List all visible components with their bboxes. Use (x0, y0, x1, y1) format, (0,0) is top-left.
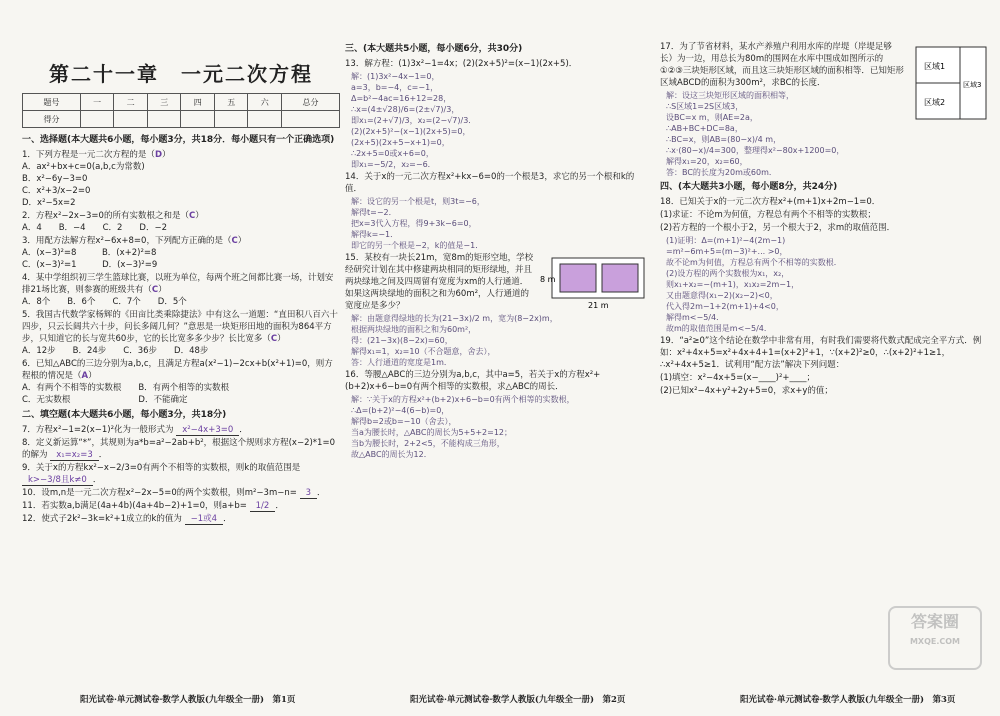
question-11: 11．若实数a,b满足(4a+4b)(4a+4b−2)+1=0，则a+b= 1/2 ． (22, 501, 284, 511)
option-line: C．(x−3)²=1 D．(x−3)²=9 (22, 260, 158, 270)
fill-answer[interactable]: 3 (300, 488, 317, 499)
fig-width-label: 21 m (588, 301, 609, 310)
solution-line: 则x₁+x₂=−(m+1)，x₁x₂=2m−1， (666, 280, 800, 289)
question-12: 12．使式子2k²−3k=k²+1成立的k的值为 −1或4 ． (22, 514, 232, 524)
section-2-heading: 二、填空题(本大题共6小题，每小题3分，共18分) (22, 410, 227, 420)
chapter-title: 第二十一章 一元二次方程 (49, 62, 313, 86)
question-stem: 2．方程x²−2x−3=0的所有实数根之和是 (22, 211, 181, 221)
watermark-logo (888, 606, 982, 670)
answer-choice: D (154, 150, 162, 160)
solution-line: 答：BC的长度为20m或60m． (666, 168, 777, 177)
solution-line: 解得x₁=20，x₂=60， (666, 157, 748, 166)
question-9: 9．关于x的方程kx²−x−2/3=0有两个不相等的实数根，则k的取值范围是 k>−3/8且k≠0 ． (22, 463, 301, 485)
score-cell[interactable] (147, 111, 181, 128)
fill-answer[interactable]: x²−4x+3=0 (176, 425, 239, 436)
solution-15 (351, 313, 650, 368)
question-stem: 9．关于x的方程kx²−x−2/3=0有两个不相等的实数根，则k的取值范围是 (22, 463, 301, 473)
score-row-label: 得分 (23, 111, 81, 128)
solution-line: (1)证明：Δ=(m+1)²−4(2m−1) (666, 236, 786, 245)
solution-line: ∴x·(80−x)/4=300，整理得x²−80x+1200=0， (666, 146, 845, 155)
solution-line: 即x₁=−5/2，x₂=−6． (351, 160, 436, 169)
option-line: B．x²−6y−3=0 (22, 174, 88, 184)
solution-line: 解得x₁=1，x₂=10（不合题意，舍去）， (351, 347, 496, 356)
option-line: A．(x−3)²=8 B．(x+2)²=8 (22, 248, 157, 258)
question-15-text: 15．某校有一块长21m，宽8m的矩形空地，学校经研究计划在其中修建两块相同的矩形绿地，并且两块绿地之间及四周留有宽度为xm的人行通道．如果这两块绿地的面积之和为60m²，人行通道的宽度应是多少？ (345, 253, 534, 311)
solution-line: 解：由题意得绿地的长为(21−3x)/2 m，宽为(8−2x)m， (351, 314, 558, 323)
question-19: 19．“a²≥0”这个结论在数学中非常有用，有时我们需要将代数式配成完全平方式．例如：x²+4x+5=x²+4x+4+1=(x+2)²+1，∵(x+2)²≥0，∴(x+2)²+1≥1，∴x²+4x+5≥1．试利用“配方法”解决下列问题： (660, 336, 982, 370)
page-2 (345, 40, 650, 690)
question-6: 6．已知△ABC的三边分别为a,b,c，且满足方程a(x²−1)−2cx+b(x²+1)=0，则方程根的情况是（A） A．有两个不相等的实数根 B．有两个相等的实数根 C．无实数根 D．不能确定 (22, 358, 340, 406)
score-header-cell: 二 (114, 94, 148, 111)
score-cell[interactable] (80, 111, 114, 128)
solution-line: 故△ABC的周长为12． (351, 450, 432, 459)
solution-line: 即它的另一个根是−2，k的值是−1． (351, 241, 484, 250)
question-stem: 11．若实数a,b满足(4a+4b)(4a+4b−2)+1=0，则a+b= (22, 501, 247, 511)
solution-line: 代入得2m−1+2(m+1)+4<0， (666, 302, 784, 311)
question-2: 2．方程x²−2x−3=0的所有实数根之和是（C） A．4 B．−4 C．2 D．−2 (22, 210, 340, 234)
answer-choice: A (81, 371, 89, 381)
solution-line: 故m的取值范围是m<−5/4． (666, 324, 772, 333)
fill-answer[interactable]: 1/2 (250, 501, 276, 512)
solution-line: 答：人行通道的宽度是1m． (351, 358, 452, 367)
question-15 (345, 252, 650, 312)
score-header-cell: 总分 (282, 94, 340, 111)
fill-answer[interactable]: k>−3/8且k≠0 (22, 475, 93, 486)
solution-16 (351, 394, 650, 460)
solution-line: (2x+5)(2x+5−x+1)=0， (351, 138, 450, 147)
solution-line: Δ=b²−4ac=16+12=28， (351, 94, 452, 103)
question-19-part-1: (1)填空：x²−4x+5=(x−____)²+____； (660, 373, 816, 383)
region-3-label: 区域3 (963, 81, 982, 89)
score-table (22, 93, 340, 128)
question-1: 1．下列方程是一元二次方程的是（D） A．ax²+bx+c=0(a,b,c为常数) B．x²−6y−3=0 C．x²+3/x−2=0 D．x²−5x=2 (22, 149, 340, 209)
solution-line: 把x=3代入方程，得9+3k−6=0， (351, 219, 477, 228)
solution-18 (666, 235, 990, 334)
section-3-heading: 三、(本大题共5小题，每小题6分，共30分) (345, 44, 523, 54)
solution-line: (2)设方程的两个实数根为x₁，x₂， (666, 269, 790, 278)
solution-line: ∴Δ=(b+2)²−4(6−b)=0， (351, 406, 450, 415)
question-8: 8．定义新运算“*”，其规则为a*b=a²−2ab+b²，根据这个规则求方程(x−2)*1=0的解为 x₁=x₂=3 ． (22, 438, 335, 460)
solution-line: 解得k=−1． (351, 230, 399, 239)
question-stem: 10．设m,n是一元二次方程x²−2x−5=0的两个实数根，则m²−3m−n= (22, 488, 297, 498)
solution-line: 又由题意得(x₁−2)(x₂−2)<0， (666, 291, 778, 300)
option-line: D．x²−5x=2 (22, 198, 76, 208)
question-18-part-2: (2)若方程的一个根小于2，另一个根大于2，求m的取值范围． (660, 223, 896, 233)
option-line: A．4 B．−4 C．2 D．−2 (22, 223, 168, 233)
answer-choice: C (151, 285, 159, 295)
solution-14 (351, 196, 650, 251)
watermark-text: 答案圈 (910, 612, 959, 631)
fill-answer[interactable]: −1或4 (185, 514, 223, 525)
question-13: 13．解方程：(1)3x²−1=4x；(2)(2x+5)²=(x−1)(2x+5)． (345, 59, 578, 69)
solution-line: 解：∵关于x的方程x²+(b+2)x+6−b=0有两个相等的实数根， (351, 395, 575, 404)
footer-page-2: 阳光试卷·单元测试卷·数学人教版(九年级全一册) 第2页 (410, 695, 626, 705)
solution-line: 解得t=−2． (351, 208, 397, 217)
score-header-cell: 六 (248, 94, 282, 111)
score-cell[interactable] (214, 111, 248, 128)
pond-figure (910, 43, 990, 123)
solution-line: 解：(1)3x²−4x−1=0， (351, 72, 440, 81)
solution-line: 得：(21−3x)(8−2x)=60， (351, 336, 453, 345)
region-2-label: 区域2 (924, 98, 946, 107)
score-cell[interactable] (282, 111, 340, 128)
region-1-label: 区域1 (924, 62, 946, 71)
score-cell[interactable] (181, 111, 215, 128)
question-stem: 7．方程x²−1=2(x−1)²化为一般形式为 (22, 425, 174, 435)
solution-line: ∴S区域1=2S区域3， (666, 102, 744, 111)
solution-line: =m²−6m+5=(m−3)²+... >0， (666, 247, 788, 256)
solution-line: ∴AB+BC+DC=8a， (666, 124, 743, 133)
page-3 (660, 40, 990, 690)
score-header-cell: 题号 (23, 94, 81, 111)
page-1 (22, 40, 340, 690)
solution-line: 即x₁=(2+√7)/3，x₂=(2−√7)/3． (351, 116, 477, 125)
solution-line: 解得m<−5/4． (666, 313, 725, 322)
score-header-cell: 一 (80, 94, 114, 111)
question-5: 5．我国古代数学家杨辉的《田亩比类乘除捷法》中有这么一道题：“直田积八百六十四步，只云长阔共六十步，问长多阔几何？”意思是一块矩形田地的面积为864平方步，只知道它的长与宽共60步，它的长比宽多多少步？长比宽多（C） A．12步 B．24步 C．36步 D．48步 (22, 309, 340, 357)
question-18: 18．已知关于x的一元二次方程x²+(m+1)x+2m−1=0． (660, 197, 881, 207)
solution-line: ∴BC=x，则AB=(80−x)/4 m， (666, 135, 782, 144)
score-cell[interactable] (114, 111, 148, 128)
solution-line: (2)(2x+5)²−(x−1)(2x+5)=0， (351, 127, 471, 136)
question-4: 4．某中学组织初三学生篮球比赛，以班为单位，每两个班之间都比赛一场，计划安排21场比赛，则参赛的班级共有（C） A．8个 B．6个 C．7个 D．5个 (22, 272, 340, 308)
question-stem: 4．某中学组织初三学生篮球比赛，以班为单位，每两个班之间都比赛一场，计划安排21场比赛，则参赛的班级共有 (22, 273, 334, 295)
question-17-text: 17．为了节省材料，某水产养殖户利用水库的岸堤（岸堤足够长）为一边，用总长为80m的围网在水库中围成如图所示的①②③三块矩形区域，而且这三块矩形区域的面积相等．已知矩形区域ABCD的面积为300m²，求BC的长度． (660, 42, 904, 88)
question-3: 3．用配方法解方程x²−6x+8=0，下列配方正确的是（C） A．(x−3)²=8 B．(x+2)²=8 C．(x−3)²=1 D．(x−3)²=9 (22, 235, 340, 271)
score-header-cell: 五 (214, 94, 248, 111)
fig-height-label: 8 m (540, 275, 556, 284)
score-cell[interactable] (248, 111, 282, 128)
solution-line: 根据两块绿地的面积之和为60m²， (351, 325, 477, 334)
score-header-cell: 三 (147, 94, 181, 111)
question-19-part-2: (2)已知x²−4x+y²+2y+5=0，求x+y的值； (660, 386, 833, 396)
question-stem: 6．已知△ABC的三边分别为a,b,c，且满足方程a(x²−1)−2cx+b(x²+1)=0，则方程根的情况是 (22, 359, 333, 381)
score-header-cell: 四 (181, 94, 215, 111)
solution-line: 解：设它的另一个根是t，则3t=−6， (351, 197, 485, 206)
footer-page-3: 阳光试卷·单元测试卷·数学人教版(九年级全一册) 第3页 (740, 695, 956, 705)
solution-line: ∴x=(4±√28)/6=(2±√7)/3， (351, 105, 460, 114)
option-line: A．12步 B．24步 C．36步 D．48步 (22, 346, 209, 356)
option-line: A．8个 B．6个 C．7个 D．5个 (22, 297, 187, 307)
option-line: A．有两个不相等的实数根 B．有两个相等的实数根 (22, 383, 230, 393)
solution-line: 当a为腰长时，△ABC的周长为5+5+2=12； (351, 428, 513, 437)
answer-choice: C (188, 211, 196, 221)
watermark-subtext: MXQE.COM (909, 637, 961, 646)
option-line: A．ax²+bx+c=0(a,b,c为常数) (22, 162, 145, 172)
solution-line: a=3，b=−4，c=−1， (351, 83, 439, 92)
answer-choice: C (270, 334, 278, 344)
solution-line: ∴2x+5=0或x+6=0， (351, 149, 434, 158)
solution-13 (351, 71, 650, 170)
question-stem: 12．使式子2k²−3k=k²+1成立的k的值为 (22, 514, 182, 524)
garden-figure (540, 254, 650, 310)
option-line: C．无实数根 D．不能确定 (22, 395, 188, 405)
question-stem: 8．定义新运算“*”，其规则为a*b=a²−2ab+b²，根据这个规则求方程(x−2)*1=0的解为 (22, 438, 335, 460)
solution-line: 解得b=2或b=−10（舍去）， (351, 417, 457, 426)
question-14: 14．关于x的一元二次方程x²+kx−6=0的一个根是3，求它的另一个根和k的值． (345, 172, 635, 194)
solution-line: 设BC=x m，则AE=2a， (666, 113, 758, 122)
option-line: C．x²+3/x−2=0 (22, 186, 91, 196)
question-stem: 3．用配方法解方程x²−6x+8=0，下列配方正确的是 (22, 236, 223, 246)
question-stem: 5．我国古代数学家杨辉的《田亩比类乘除捷法》中有这么一道题：“直田积八百六十四步，只云长阔共六十步，问长多阔几何？”意思是一块矩形田地的面积为864平方步，只知道它的长与宽共60步，它的长比宽多多少步？长比宽多 (22, 310, 338, 344)
solution-line: 解：设这三块矩形区域的面积相等， (666, 91, 794, 100)
solution-line: 当b为腰长时，2+2<5，不能构成三角形， (351, 439, 505, 448)
section-4-heading: 四、(本大题共3小题，每小题8分，共24分) (660, 182, 838, 192)
question-18-part-1: (1)求证：不论m为何值，方程总有两个不相等的实数根； (660, 210, 876, 220)
question-16: 16．等腰△ABC的三边分别为a,b,c，其中a=5，若关于x的方程x²+(b+2)x+6−b=0有两个相等的实数根，求△ABC的周长． (345, 370, 601, 392)
section-1-heading: 一、选择题(本大题共6小题，每小题3分，共18分．每小题只有一个正确选项) (22, 135, 335, 145)
question-10: 10．设m,n是一元二次方程x²−2x−5=0的两个实数根，则m²−3m−n= 3 ． (22, 488, 326, 498)
question-7: 7．方程x²−1=2(x−1)²化为一般形式为 x²−4x+3=0 ． (22, 425, 248, 435)
solution-line: 故不论m为何值，方程总有两个不相等的实数根． (666, 258, 842, 267)
question-stem: 1．下列方程是一元二次方程的是 (22, 150, 147, 160)
answer-choice: C (231, 236, 238, 246)
fill-answer[interactable]: x₁=x₂=3 (50, 450, 99, 461)
footer-page-1: 阳光试卷·单元测试卷·数学人教版(九年级全一册) 第1页 (80, 695, 296, 705)
